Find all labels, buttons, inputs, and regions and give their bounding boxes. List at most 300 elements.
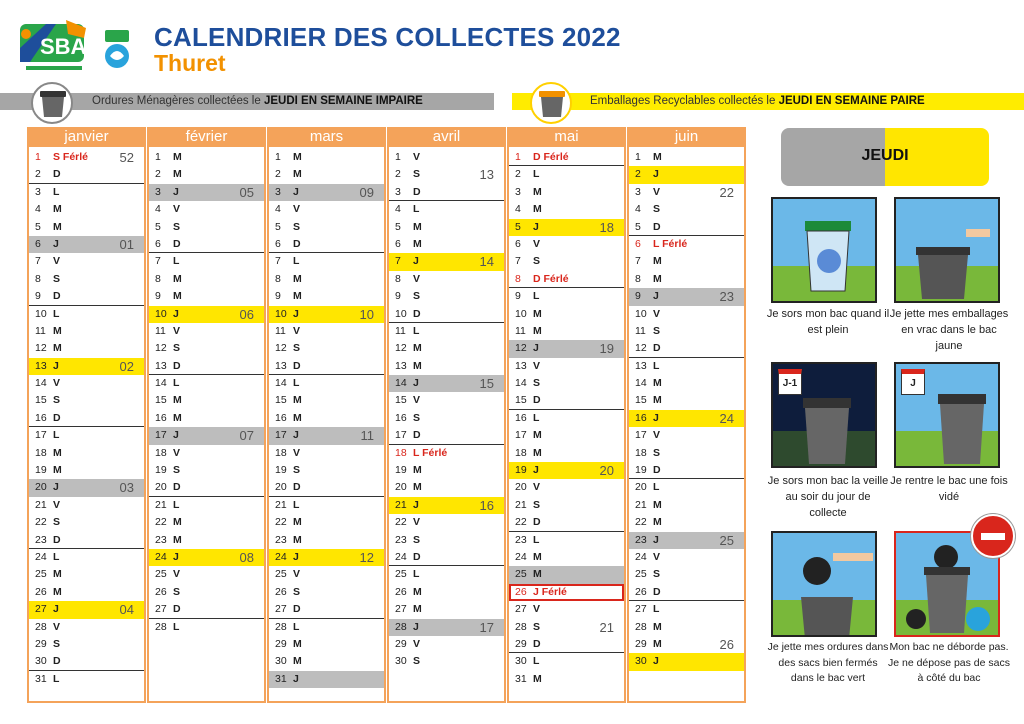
day-row — [509, 462, 624, 479]
day-letter: V — [413, 151, 421, 163]
day-number: 3 — [275, 185, 281, 198]
day-number: 18 — [35, 446, 47, 459]
day-row — [629, 619, 744, 636]
day-number: 26 — [635, 585, 647, 598]
day-letter: J — [653, 411, 659, 424]
day-row — [389, 340, 504, 357]
day-number: 12 — [35, 342, 47, 355]
day-row — [629, 532, 744, 549]
day-letter: M — [533, 550, 542, 563]
day-number: 8 — [275, 272, 281, 285]
day-number: 10 — [515, 307, 527, 320]
collection-day-label: JEUDI — [861, 147, 909, 164]
day-number: 7 — [275, 255, 281, 268]
day-letter: S — [53, 394, 61, 407]
day-row — [389, 497, 504, 514]
day-letter: J — [413, 255, 419, 268]
day-number: 21 — [515, 498, 527, 511]
day-letter: J — [413, 620, 419, 633]
day-row — [509, 549, 624, 566]
day-number: 29 — [395, 637, 407, 650]
day-row — [269, 619, 384, 636]
day-letter: D — [293, 481, 301, 494]
day-row — [29, 184, 144, 201]
day-number: 11 — [275, 324, 286, 337]
day-letter: V — [413, 516, 421, 529]
week-number: 12 — [359, 549, 374, 565]
day-row — [629, 462, 744, 479]
day-letter: L — [173, 620, 180, 633]
week-number: 22 — [719, 184, 734, 200]
week-number: 25 — [719, 532, 734, 548]
day-number: 27 — [35, 603, 47, 616]
day-number: 2 — [515, 168, 521, 181]
illustration-return-bin — [894, 362, 1000, 468]
week-number: 24 — [719, 410, 734, 426]
week-number: 18 — [599, 219, 614, 235]
day-letter: S — [293, 464, 301, 477]
day-letter: M — [413, 603, 422, 616]
day-row — [629, 340, 744, 357]
day-letter: D — [293, 359, 301, 372]
day-letter: L — [653, 481, 660, 494]
day-letter: V — [533, 603, 541, 616]
day-row — [629, 445, 744, 462]
week-number: 08 — [239, 549, 254, 565]
day-number: 14 — [515, 377, 527, 390]
day-number: 2 — [635, 168, 641, 181]
day-row — [269, 271, 384, 288]
day-letter: S — [533, 498, 541, 511]
day-row — [509, 532, 624, 549]
month-header: juin — [627, 127, 746, 147]
day-letter: M — [653, 394, 662, 407]
day-letter: J — [533, 464, 539, 477]
day-letter: M — [653, 498, 662, 511]
day-number: 25 — [35, 568, 47, 581]
day-number: 23 — [515, 533, 527, 546]
day-letter: M — [173, 516, 182, 529]
day-letter: M — [293, 411, 302, 424]
day-number: 15 — [155, 394, 167, 407]
day-number: 12 — [635, 342, 647, 355]
day-letter: V — [53, 498, 61, 511]
day-number: 30 — [35, 655, 47, 668]
day-letter: D — [173, 359, 181, 372]
day-letter: M — [293, 290, 302, 303]
day-number: 6 — [395, 237, 401, 250]
day-letter: V — [173, 568, 181, 581]
day-letter: S — [173, 220, 181, 233]
day-number: 17 — [155, 429, 167, 442]
day-number: 29 — [635, 637, 647, 650]
day-letter: M — [413, 220, 422, 233]
day-row — [629, 306, 744, 323]
sba-logo — [16, 18, 94, 76]
day-row — [389, 149, 504, 166]
day-number: 10 — [275, 307, 287, 320]
month-header: avril — [387, 127, 506, 147]
caption-return-bin: Je rentre le bac une fois vidé — [890, 475, 1008, 503]
day-letter: L — [173, 377, 180, 390]
day-number: 3 — [35, 185, 41, 198]
day-row — [629, 392, 744, 409]
day-number: 5 — [155, 220, 161, 233]
day-row — [149, 497, 264, 514]
day-letter: M — [293, 533, 302, 546]
day-row — [509, 271, 624, 288]
day-number: 11 — [635, 324, 646, 337]
day-letter: J — [53, 603, 59, 616]
day-row — [389, 566, 504, 583]
day-row — [389, 584, 504, 601]
day-row — [269, 149, 384, 166]
day-row — [629, 375, 744, 392]
day-letter: S — [413, 655, 421, 668]
day-row — [149, 584, 264, 601]
caption-full-bin: Je sors mon bac quand il est plein — [766, 308, 890, 336]
day-letter: S — [653, 324, 661, 337]
month-header: janvier — [27, 127, 146, 147]
day-row — [269, 253, 384, 270]
day-row — [509, 479, 624, 496]
week-number: 06 — [239, 306, 254, 322]
day-number: 26 — [395, 585, 407, 598]
day-letter: S — [413, 290, 421, 303]
day-row — [509, 584, 624, 601]
day-number: 11 — [35, 324, 46, 337]
day-number: 28 — [395, 620, 407, 633]
day-letter: S — [293, 342, 301, 355]
no-entry-icon — [971, 514, 1015, 558]
day-number: 14 — [635, 377, 647, 390]
day-letter: S — [293, 585, 301, 598]
day-row — [269, 201, 384, 218]
day-number: 21 — [635, 498, 647, 511]
day-row — [29, 253, 144, 270]
day-number: 10 — [635, 307, 647, 320]
recycling-logo — [102, 28, 132, 72]
day-number: 11 — [515, 324, 526, 337]
day-row — [629, 514, 744, 531]
day-row — [509, 410, 624, 427]
day-letter: S — [173, 464, 181, 477]
day-row — [389, 549, 504, 566]
page-title: CALENDRIER DES COLLECTES 2022 — [154, 22, 621, 52]
day-number: 21 — [155, 498, 167, 511]
day-letter: M — [413, 237, 422, 250]
day-row — [269, 636, 384, 653]
day-row — [149, 271, 264, 288]
day-number: 1 — [635, 151, 641, 163]
illustration-full-bin — [771, 197, 877, 303]
day-row — [509, 653, 624, 670]
day-number: 18 — [635, 446, 647, 459]
day-letter: S — [173, 585, 181, 598]
collection-calendar — [27, 127, 747, 703]
day-row — [389, 323, 504, 340]
day-number: 30 — [275, 655, 287, 668]
day-letter: J Férlé — [533, 585, 567, 598]
day-row — [629, 201, 744, 218]
day-number: 10 — [35, 307, 47, 320]
day-number: 13 — [395, 359, 407, 372]
day-number: 26 — [35, 585, 47, 598]
day-letter: V — [293, 324, 301, 337]
day-number: 19 — [35, 464, 47, 477]
day-number: 18 — [155, 446, 167, 459]
day-number: 5 — [395, 220, 401, 233]
day-letter: V — [293, 568, 301, 581]
day-row — [389, 427, 504, 444]
month-column — [147, 127, 266, 703]
day-letter: M — [413, 464, 422, 477]
month-column — [387, 127, 506, 703]
day-number: 26 — [155, 585, 167, 598]
day-letter: L — [413, 324, 420, 337]
legend-yellow-text: Emballages Recyclables collectés le — [590, 95, 779, 107]
day-number: 8 — [635, 272, 641, 285]
day-number: 18 — [275, 446, 287, 459]
day-letter: V — [293, 203, 301, 216]
day-letter: M — [533, 672, 542, 685]
day-letter: M — [653, 377, 662, 390]
day-letter: V — [653, 307, 661, 320]
day-letter: S — [53, 272, 61, 285]
day-number: 9 — [35, 290, 41, 303]
day-row — [389, 392, 504, 409]
day-letter: V — [413, 272, 421, 285]
day-number: 8 — [515, 272, 521, 285]
day-letter: M — [653, 255, 662, 268]
day-row — [389, 236, 504, 253]
day-number: 11 — [395, 324, 406, 337]
week-number: 20 — [599, 463, 614, 479]
day-row — [149, 619, 264, 636]
day-number: 4 — [515, 203, 521, 216]
week-number: 13 — [479, 167, 494, 183]
day-number: 17 — [395, 429, 407, 442]
day-number: 25 — [635, 568, 647, 581]
day-row — [149, 601, 264, 618]
week-number: 03 — [119, 480, 134, 496]
day-row — [629, 636, 744, 653]
yellow-bin-icon — [530, 82, 572, 124]
day-row — [29, 636, 144, 653]
day-number: 28 — [275, 620, 287, 633]
day-letter: M — [53, 324, 62, 337]
day-letter: M — [533, 429, 542, 442]
day-number: 28 — [155, 620, 167, 633]
caption-overflow: Mon bac ne déborde pas. Je ne dépose pas de sacs à côté du bac — [887, 641, 1010, 684]
day-number: 29 — [275, 637, 287, 650]
day-letter: L — [653, 603, 660, 616]
day-number: 23 — [275, 533, 287, 546]
day-letter: V — [173, 446, 181, 459]
day-letter: M — [653, 637, 662, 650]
day-number: 15 — [395, 394, 407, 407]
day-letter: L Férlé — [653, 237, 688, 250]
day-row — [149, 340, 264, 357]
day-number: 22 — [635, 516, 647, 529]
illustration-evening — [771, 362, 877, 468]
day-row — [149, 566, 264, 583]
day-letter: J — [173, 550, 179, 563]
day-number: 26 — [275, 585, 287, 598]
day-number: 7 — [395, 255, 401, 268]
day-row — [149, 149, 264, 166]
day-number: 9 — [155, 290, 161, 303]
day-number: 31 — [515, 672, 527, 685]
day-row — [509, 601, 624, 618]
day-letter: J — [533, 220, 539, 233]
day-number: 12 — [515, 342, 527, 355]
day-letter: J — [293, 185, 299, 198]
day-number: 8 — [395, 272, 401, 285]
day-number: 16 — [275, 411, 287, 424]
day-number: 19 — [515, 464, 527, 477]
day-letter: M — [293, 516, 302, 529]
week-number: 04 — [119, 602, 134, 618]
day-letter: J — [413, 377, 419, 390]
day-row — [29, 201, 144, 218]
day-number: 27 — [275, 603, 287, 616]
day-row — [29, 288, 144, 305]
day-number: 15 — [515, 394, 527, 407]
day-number: 14 — [275, 377, 287, 390]
day-number: 7 — [155, 255, 161, 268]
day-row — [269, 427, 384, 444]
day-row — [509, 566, 624, 583]
day-letter: J — [53, 481, 59, 494]
day-row — [29, 445, 144, 462]
day-row — [149, 549, 264, 566]
day-number: 14 — [155, 377, 167, 390]
day-number: 28 — [35, 620, 47, 633]
day-number: 4 — [395, 203, 401, 216]
day-letter: J — [53, 359, 59, 372]
day-letter: L — [293, 498, 300, 511]
day-letter: L — [53, 672, 60, 685]
day-letter: D — [53, 411, 61, 424]
week-number: 15 — [479, 376, 494, 392]
day-letter: V — [413, 394, 421, 407]
day-row — [509, 288, 624, 305]
day-letter: D — [413, 550, 421, 563]
day-number: 15 — [275, 394, 287, 407]
day-row — [29, 619, 144, 636]
day-row — [149, 392, 264, 409]
day-letter: D — [653, 342, 661, 355]
day-number: 24 — [35, 550, 47, 563]
day-row — [29, 166, 144, 183]
day-row — [29, 323, 144, 340]
day-row — [629, 149, 744, 166]
week-number: 52 — [119, 150, 134, 165]
day-row — [29, 514, 144, 531]
day-letter: S — [533, 255, 541, 268]
day-row — [629, 653, 744, 670]
day-letter: J — [293, 307, 299, 320]
day-row — [269, 584, 384, 601]
legend-grey-text: Ordures Ménagères collectées le — [92, 95, 264, 107]
day-letter: D — [173, 237, 181, 250]
day-letter: J — [173, 185, 179, 198]
day-row — [269, 184, 384, 201]
day-letter: D — [653, 220, 661, 233]
day-row — [629, 166, 744, 183]
day-number: 27 — [155, 603, 167, 616]
day-letter: L — [53, 429, 60, 442]
day-row — [389, 358, 504, 375]
day-row — [389, 201, 504, 218]
day-row — [629, 479, 744, 496]
day-number: 13 — [635, 359, 647, 372]
day-number: 16 — [35, 411, 47, 424]
illustration-closed-bags — [771, 531, 877, 637]
day-row — [509, 671, 624, 688]
day-number: 20 — [515, 481, 527, 494]
day-row — [509, 392, 624, 409]
day-row — [29, 479, 144, 496]
day-number: 21 — [275, 498, 287, 511]
day-number: 30 — [635, 655, 647, 668]
day-row — [269, 340, 384, 357]
day-number: 2 — [395, 168, 401, 181]
legend-yellow-bold: JEUDI EN SEMAINE PAIRE — [778, 95, 925, 107]
legend-recyclables — [512, 93, 1024, 110]
day-number: 19 — [155, 464, 167, 477]
day-row — [629, 253, 744, 270]
day-number: 21 — [35, 498, 47, 511]
caption-closed-bags: Je jette mes ordures dans des sacs bien fermés dans le bac vert — [767, 641, 889, 684]
day-number: 5 — [35, 220, 41, 233]
day-number: 24 — [515, 550, 527, 563]
day-number: 22 — [515, 516, 527, 529]
day-number: 23 — [395, 533, 407, 546]
day-number: 29 — [515, 637, 527, 650]
day-row — [29, 306, 144, 323]
day-letter: J — [293, 429, 299, 442]
day-letter: D — [293, 603, 301, 616]
day-row — [29, 532, 144, 549]
legend-household-waste — [0, 93, 494, 110]
day-letter: D — [413, 185, 421, 198]
day-row — [629, 358, 744, 375]
day-letter: M — [173, 394, 182, 407]
day-letter: D — [53, 168, 61, 181]
week-number: 14 — [479, 254, 494, 270]
day-letter: D — [533, 394, 541, 407]
day-row — [149, 306, 264, 323]
day-letter: M — [533, 203, 542, 216]
month-column — [27, 127, 146, 703]
day-letter: D — [173, 481, 181, 494]
day-number: 13 — [275, 359, 287, 372]
day-number: 12 — [395, 342, 407, 355]
day-row — [629, 549, 744, 566]
day-letter: V — [533, 237, 541, 250]
day-row — [149, 184, 264, 201]
day-row — [509, 619, 624, 636]
day-row — [269, 445, 384, 462]
day-row — [389, 410, 504, 427]
day-letter: D — [53, 655, 61, 668]
day-number: 6 — [635, 237, 641, 250]
day-number: 29 — [35, 637, 47, 650]
day-row — [389, 462, 504, 479]
day-row — [149, 166, 264, 183]
